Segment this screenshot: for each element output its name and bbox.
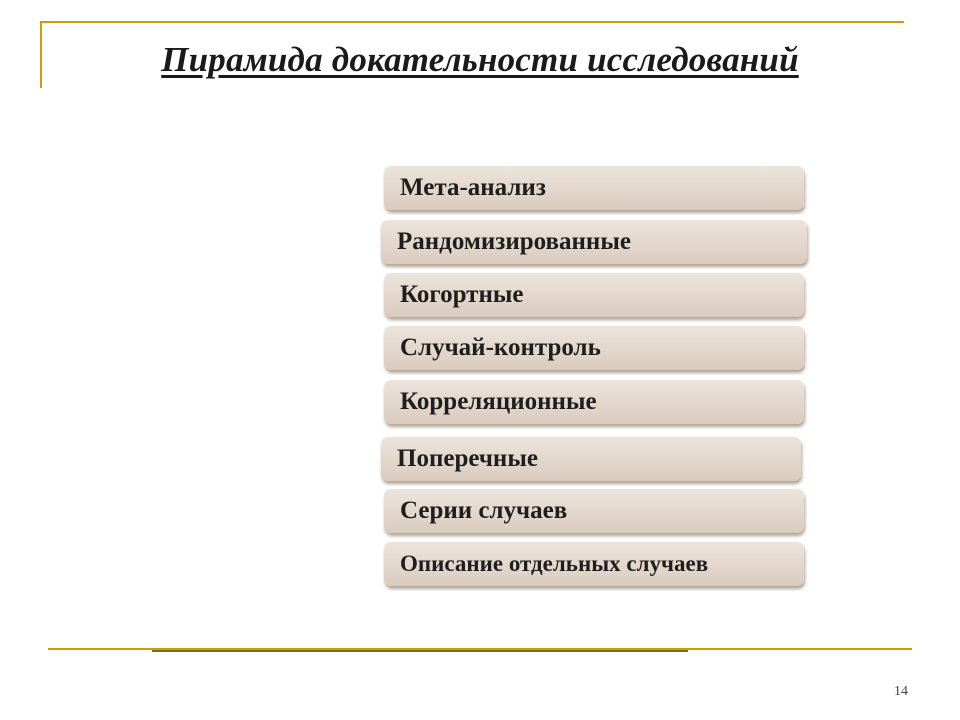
pyramid-level-case-series: Серии случаев [384, 489, 804, 533]
slide-title: Пирамида докательности исследований [161, 40, 799, 79]
pyramid-level-meta-analysis: Мета-анализ [384, 166, 804, 210]
pyramid-level-case-control: Случай-контроль [384, 326, 804, 370]
bottom-rule-shadow [152, 650, 688, 652]
pyramid-level-randomized: Рандомизированные [381, 220, 807, 264]
page-number: 14 [894, 684, 908, 699]
pyramid-level-correlational: Корреляционные [384, 380, 804, 424]
pyramid-level-case-reports: Описание отдельных случаев [384, 542, 804, 586]
pyramid-level-cohort: Когортные [384, 273, 804, 317]
pyramid-level-cross-sectional: Поперечные [381, 437, 801, 481]
